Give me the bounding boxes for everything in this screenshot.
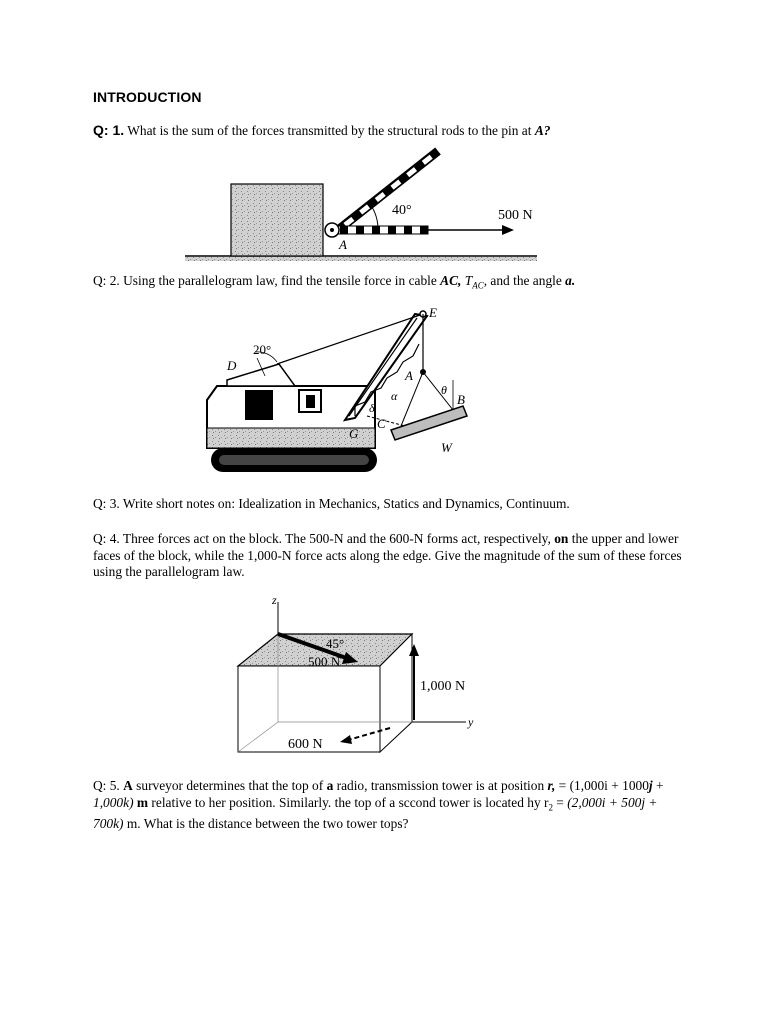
question-3: Q: 3. Write short notes on: Idealization in Mechanics, Statics and Dynamics, Continuum. bbox=[93, 496, 570, 511]
question-4-on: on bbox=[554, 531, 569, 546]
label-G: G bbox=[349, 426, 359, 441]
label-E: E bbox=[429, 305, 437, 320]
q5-b1: A bbox=[123, 778, 133, 793]
label-delta: δ bbox=[369, 401, 375, 415]
q5-t5: + bbox=[652, 778, 664, 793]
label-600N: 600 N bbox=[288, 737, 323, 752]
crane-boom bbox=[345, 314, 427, 420]
q5-r: r, bbox=[547, 778, 556, 793]
q5-t2: surveyor determines that the top of bbox=[132, 778, 327, 793]
label-C: C bbox=[377, 416, 386, 431]
question-1-text: What is the sum of the forces transmitted by the structural rods to the pin at bbox=[124, 123, 535, 138]
question-1 bbox=[93, 122, 683, 140]
label-500N: 500 N bbox=[308, 654, 341, 669]
figure-block-forces bbox=[230, 588, 490, 768]
figure-crane bbox=[205, 302, 475, 482]
question-5 bbox=[93, 778, 683, 832]
q5-b2: a bbox=[326, 778, 334, 793]
q5-t1: Q: 5. bbox=[93, 778, 124, 793]
question-4-text-a: Q: 4. Three forces act on the block. The 500-N and the 600-N forms act, respectively, bbox=[93, 531, 555, 546]
block bbox=[231, 184, 323, 256]
label-1000N: 1,000 N bbox=[420, 679, 466, 694]
question-1-point: A? bbox=[534, 123, 551, 138]
angle-a: a. bbox=[565, 273, 576, 288]
q5-t9: m. What is the distance between the two tower tops? bbox=[123, 815, 409, 831]
q5-i1: 1,000k) bbox=[93, 794, 134, 810]
label-A: A bbox=[405, 368, 413, 383]
ground-hatch bbox=[185, 257, 537, 261]
cable-ac: AC, bbox=[440, 273, 462, 288]
question-2 bbox=[93, 273, 683, 294]
q5-t7: relative to her position. Similarly. the top of a sccond tower is located hy r bbox=[148, 794, 549, 810]
rod-horizontal bbox=[338, 226, 428, 234]
tension-subscript: AC bbox=[472, 280, 484, 291]
label-z: z bbox=[272, 593, 277, 607]
crane-tracks bbox=[211, 448, 377, 472]
label-45: 45° bbox=[326, 636, 345, 651]
label-B: B bbox=[457, 392, 465, 407]
sling-B bbox=[423, 372, 453, 410]
q5-t4: = (1,000i + 1000 bbox=[555, 778, 649, 793]
q5-t8: = bbox=[552, 794, 568, 810]
angle-label: 40° bbox=[392, 203, 412, 218]
pin-label: A bbox=[339, 237, 347, 252]
q5-j: j bbox=[648, 778, 653, 793]
label-W: W bbox=[441, 440, 452, 455]
angle-20-label: 20° bbox=[253, 342, 272, 357]
rod-inclined bbox=[338, 151, 438, 230]
question-2-text-c: , and the angle bbox=[483, 273, 566, 288]
question-4 bbox=[93, 531, 683, 581]
label-alpha: α bbox=[391, 389, 398, 403]
question-1-number: Q: 1. bbox=[93, 122, 125, 138]
figure-pin-rods bbox=[180, 148, 540, 266]
force-label: 500 N bbox=[498, 208, 533, 223]
label-D: D bbox=[227, 358, 237, 373]
tension-symbol: T bbox=[464, 273, 473, 288]
q5-t3: radio, transmission tower is at position bbox=[333, 778, 548, 793]
heading: INTRODUCTION bbox=[93, 89, 202, 105]
q5-m: m bbox=[136, 794, 149, 810]
question-4-text-b: the upper and lower faces of the block, while the 1,000-N force acts along the edge. Give the magnitude of the sum of these forces using the parallelogram law. bbox=[93, 531, 682, 579]
label-y: y bbox=[468, 715, 474, 729]
q5-i2: (2,000i + 500j + 700k) bbox=[93, 794, 658, 831]
label-theta: θ bbox=[441, 383, 447, 397]
question-2-text: Q: 2. Using the parallelogram law, find the tensile force in cable bbox=[93, 273, 441, 288]
q5-sub2: 2 bbox=[548, 802, 553, 813]
